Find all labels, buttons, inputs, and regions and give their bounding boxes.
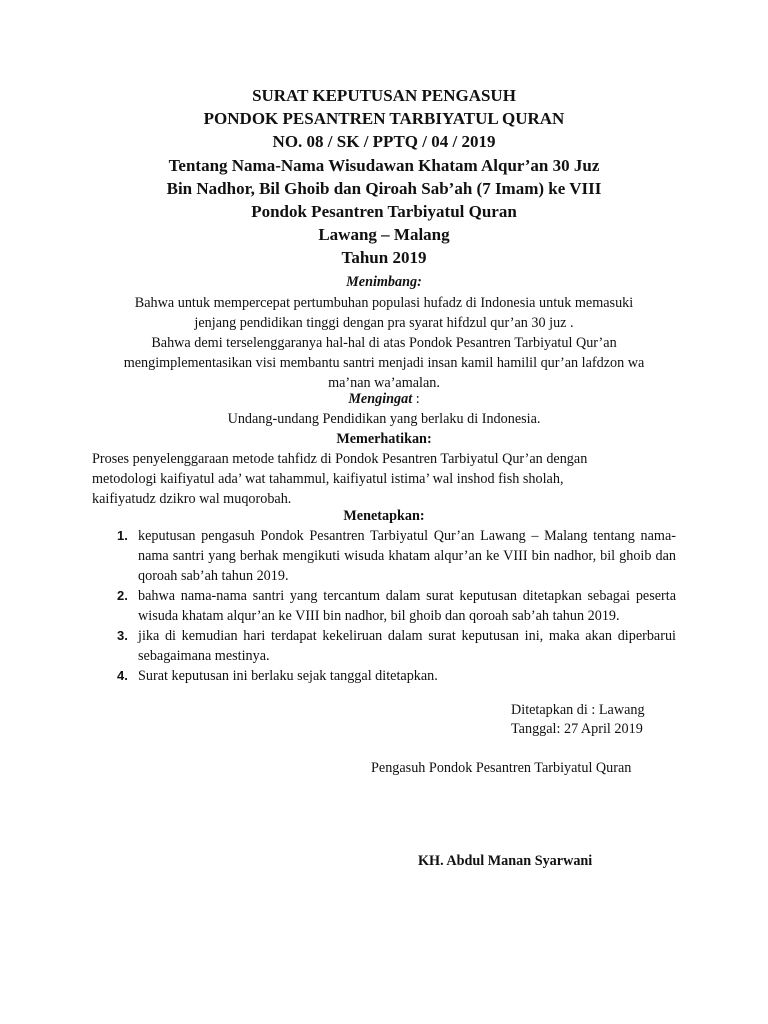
- header-institution: PONDOK PESANTREN TARBIYATUL QURAN: [203, 109, 565, 129]
- menetapkan-label: Menetapkan:: [343, 508, 425, 524]
- list-item: [108, 526, 676, 586]
- list-item-text: jika di kemudian hari terdapat kekeliruan dalam surat keputusan ini, maka akan diperbarui sebagaimana mestinya.: [138, 628, 676, 664]
- mengingat-heading: [0, 389, 768, 409]
- memerhatikan-heading: [0, 429, 768, 449]
- menetapkan-list: [108, 526, 676, 686]
- header-number: NO. 08 / SK / PPTQ / 04 / 2019: [272, 132, 496, 152]
- menimbang-line: Bahwa demi terselenggaranya hal-hal di atas Pondok Pesantren Tarbiyatul Qur’an: [151, 335, 617, 351]
- header-year: Tahun 2019: [341, 248, 427, 268]
- list-item: [108, 666, 676, 686]
- list-item-text: Surat keputusan ini berlaku sejak tanggal ditetapkan.: [138, 668, 438, 684]
- header-location: Lawang – Malang: [318, 225, 450, 245]
- memerhatikan-line: metodologi kaifiyatul ada’ wat tahammul, kaifiyatul istima’ wal inshod fish sholah,: [92, 471, 564, 487]
- memerhatikan-text: [92, 449, 682, 509]
- memerhatikan-line: Proses penyelenggaraan metode tahfidz di Pondok Pesantren Tarbiyatul Qur’an dengan: [92, 451, 588, 467]
- header-title: SURAT KEPUTUSAN PENGASUH: [252, 86, 516, 105]
- header-subject-1: Tentang Nama-Nama Wisudawan Khatam Alqur’an 30 Juz: [168, 155, 600, 175]
- menimbang-line: ma’nan wa’amalan.: [328, 375, 440, 391]
- list-item: [108, 586, 676, 626]
- menimbang-label: Menimbang:: [346, 274, 422, 290]
- memerhatikan-label: Memerhatikan:: [336, 431, 432, 447]
- mengingat-text: Undang-undang Pendidikan yang berlaku di Indonesia.: [227, 411, 541, 427]
- signoff-role: Pengasuh Pondok Pesantren Tarbiyatul Quran: [371, 760, 632, 776]
- list-item-number: 3.: [117, 628, 128, 643]
- menimbang-line: jenjang pendidikan tinggi dengan pra syarat hifdzul qur’an 30 juz .: [194, 315, 574, 331]
- mengingat-label: Mengingat: [348, 391, 413, 407]
- menimbang-heading: [0, 272, 768, 292]
- mengingat-colon: :: [412, 391, 420, 407]
- list-item-text: keputusan pengasuh Pondok Pesantren Tarbiyatul Qur’an Lawang – Malang tentang nama-nama santri yang berhak mengikuti wisuda khatam alqur’an ke VIII bin nadhor, bil ghoib dan qoroah sab’ah tahun 2019.: [138, 528, 676, 584]
- document-header: [0, 84, 768, 270]
- list-item-number: 1.: [117, 528, 128, 543]
- menimbang-text: [80, 293, 688, 393]
- signoff-date: Tanggal: 27 April 2019: [511, 721, 643, 737]
- header-subject-2: Bin Nadhor, Bil Ghoib dan Qiroah Sab’ah (7 Imam) ke VIII: [166, 178, 602, 198]
- menetapkan-heading: [0, 506, 768, 526]
- menimbang-line: mengimplementasikan visi membantu santri menjadi insan kamil hamilil qur’an lafdzon wa: [123, 355, 645, 371]
- menimbang-line: Bahwa untuk mempercepat pertumbuhan populasi hufadz di Indonesia untuk memasuki: [134, 295, 634, 311]
- header-subject-3: Pondok Pesantren Tarbiyatul Quran: [251, 202, 517, 222]
- list-item: [108, 626, 676, 666]
- list-item-text: bahwa nama-nama santri yang tercantum dalam surat keputusan ditetapkan sebagai peserta wisuda khatam alqur’an ke VIII bin nadhor, bil ghoib dan qoroah sab’ah tahun 2019.: [138, 588, 676, 624]
- memerhatikan-line: kaifiyatudz dzikro wal muqorobah.: [92, 491, 292, 507]
- signoff-place: Ditetapkan di : Lawang: [511, 702, 645, 718]
- signer-name: KH. Abdul Manan Syarwani: [418, 853, 593, 869]
- list-item-number: 2.: [117, 588, 128, 603]
- list-item-number: 4.: [117, 668, 128, 683]
